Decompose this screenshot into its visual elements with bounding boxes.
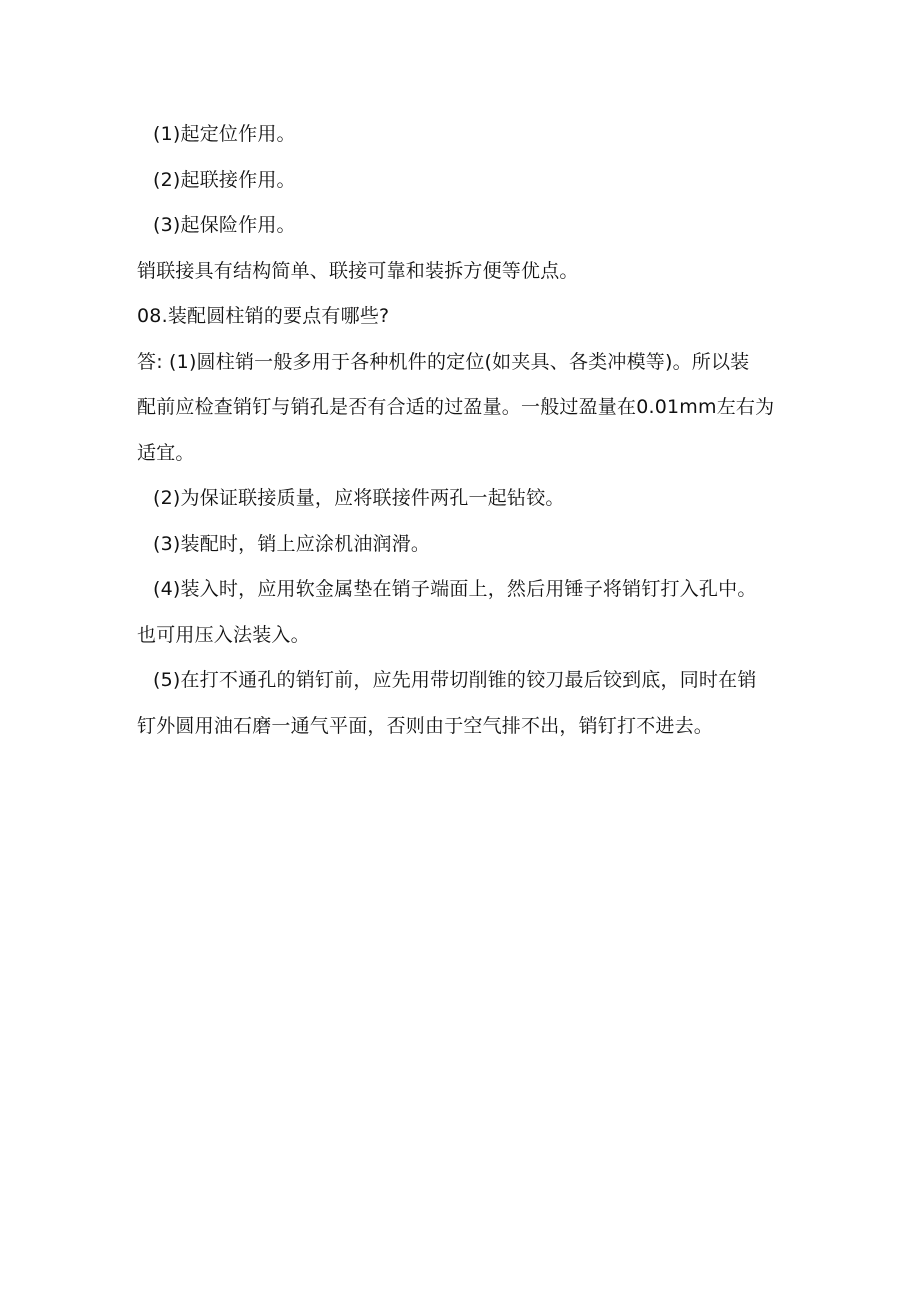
answer-line-2: 配前应检查销钉与销孔是否有合适的过盈量。一般过盈量在0.01mm左右为 (137, 396, 775, 418)
answer-point-4-cont: 也可用压入法装入。 (137, 623, 310, 646)
document-body (137, 112, 797, 749)
answer-point-5-cont: 钉外圆用油石磨一通气平面，否则由于空气排不出，销钉打不进去。 (137, 714, 714, 737)
answer-point-2: (2)为保证联接质量，应将联接件两孔一起钻铰。 (153, 487, 565, 509)
answer-point-3: (3)装配时，销上应涂机油润滑。 (153, 532, 431, 555)
summary-paragraph: 销联接具有结构简单、联接可靠和装拆方便等优点。 (137, 259, 579, 282)
answer-point-4: (4)装入时，应用软金属垫在销子端面上，然后用锤子将销钉打入孔中。 (153, 578, 757, 600)
list-item-1: (1)起定位作用。 (153, 123, 296, 145)
list-item-2: (2)起联接作用。 (153, 168, 296, 191)
answer-point-5: (5)在打不通孔的销钉前，应先用带切削锥的铰刀最后铰到底，同时在销 (153, 669, 757, 691)
answer-line-3: 适宜。 (137, 441, 195, 464)
question-heading: 08.装配圆柱销的要点有哪些? (137, 305, 390, 327)
list-item-3: (3)起保险作用。 (153, 214, 296, 236)
answer-line-1: 答: (1)圆柱销一般多用于各种机件的定位(如夹具、各类冲模等)。所以装 (137, 350, 750, 373)
